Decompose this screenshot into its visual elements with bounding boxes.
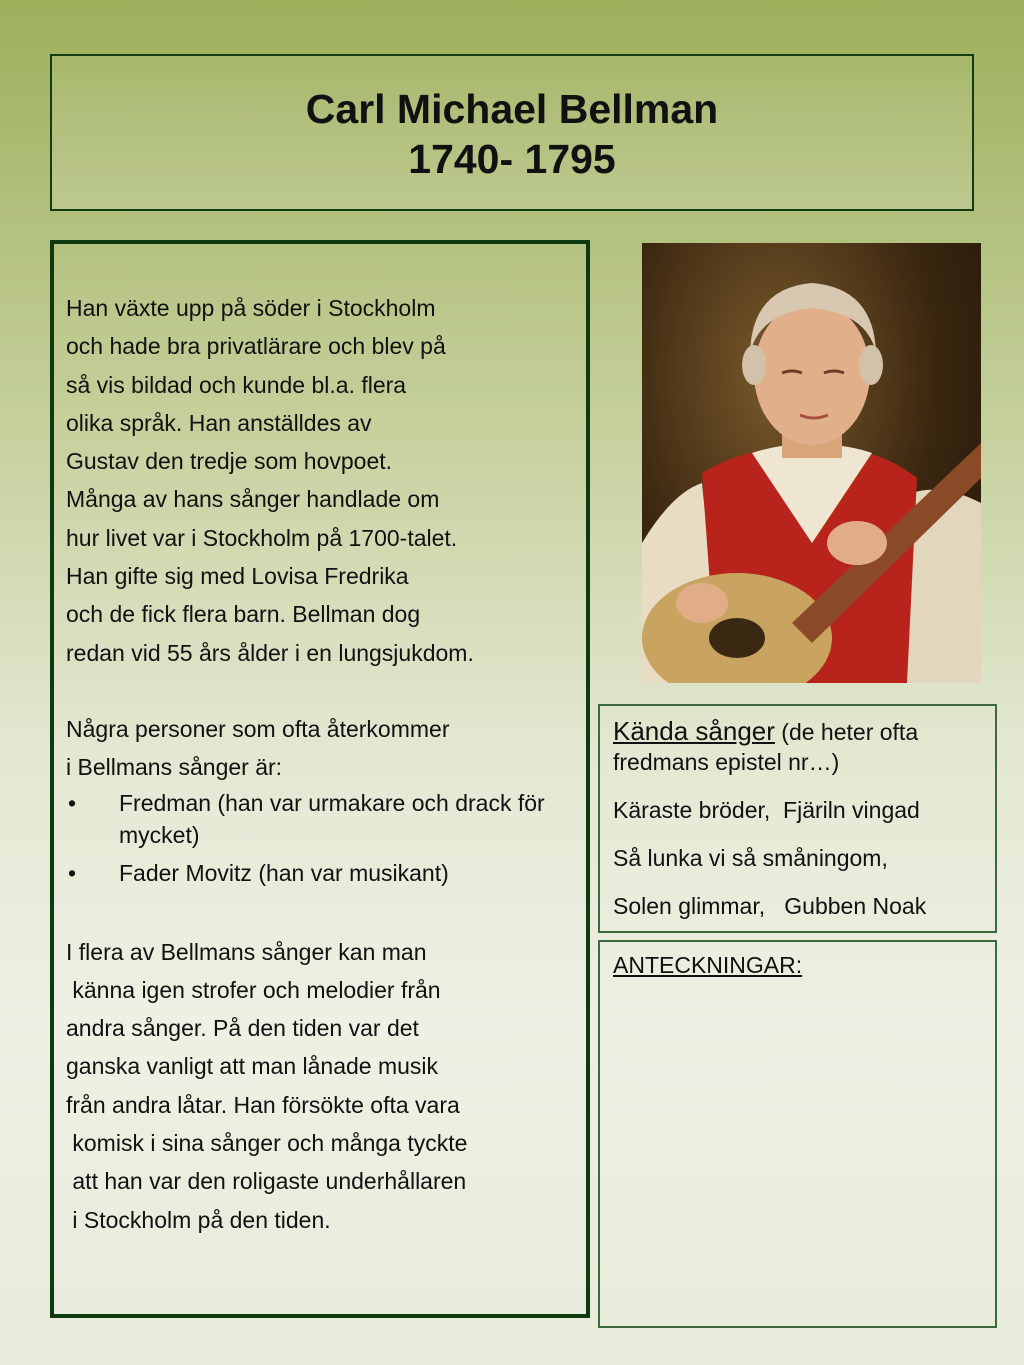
music-line: komisk i sina sånger och många tyckte xyxy=(66,1130,468,1157)
bio-line: Han gifte sig med Lovisa Fredrika xyxy=(66,563,409,590)
music-line: känna igen strofer och melodier från xyxy=(66,976,441,1003)
bio-line: och hade bra privatlärare och blev på xyxy=(66,333,446,360)
bio-line: Han växte upp på söder i Stockholm xyxy=(66,295,436,321)
bio-line: så vis bildad och kunde bl.a. flera xyxy=(66,371,407,398)
music-line: i Stockholm på den tiden. xyxy=(66,1206,331,1233)
page-title: Carl Michael Bellman xyxy=(305,86,719,132)
song-row: Käraste bröder, Fjäriln vingad xyxy=(613,797,920,823)
persons-intro-line: i Bellmans sånger är: xyxy=(66,754,283,781)
portrait-illustration xyxy=(642,243,981,683)
songs-heading-title: Kända sånger xyxy=(613,716,775,746)
music-line: andra sånger. På den tiden var det xyxy=(66,1015,419,1042)
music-line: från andra låtar. Han försökte ofta vara xyxy=(66,1091,460,1118)
persons-intro-line: Några personer som ofta återkommer xyxy=(66,715,450,742)
song-row: Så lunka vi så småningom, xyxy=(613,845,888,871)
list-item xyxy=(66,857,582,889)
bullet-marker: • xyxy=(68,789,77,816)
list-item-text: Fredman (han var urmakare och drack för mycket) xyxy=(119,789,545,848)
biography-text xyxy=(66,289,582,1239)
portrait-image xyxy=(642,243,981,683)
bullet-marker: • xyxy=(68,859,77,886)
music-line: I flera av Bellmans sånger kan man xyxy=(66,938,427,965)
notes-heading: ANTECKNINGAR: xyxy=(613,952,803,978)
songs-heading xyxy=(613,716,995,777)
bio-line: redan vid 55 års ålder i en lungsjukdom. xyxy=(66,639,474,666)
music-line: ganska vanligt att man lånade musik xyxy=(66,1053,439,1080)
song-row: Solen glimmar, Gubben Noak xyxy=(613,893,927,919)
bio-line: olika språk. Han anställdes av xyxy=(66,409,372,436)
famous-songs-box xyxy=(598,704,997,933)
list-item-text: Fader Movitz (han var musikant) xyxy=(119,859,449,886)
notes-box xyxy=(598,940,997,1328)
songs-heading-note: (de heter ofta fredmans epistel nr…) xyxy=(613,719,919,775)
bio-line: Många av hans sånger handlade om xyxy=(66,486,440,513)
biography-box xyxy=(50,240,590,1318)
page-subtitle-years: 1740- 1795 xyxy=(408,136,616,182)
music-line: att han var den roligaste underhållaren xyxy=(66,1168,467,1195)
title-box xyxy=(50,54,974,211)
list-item xyxy=(66,787,582,851)
bio-line: och de fick flera barn. Bellman dog xyxy=(66,601,421,628)
bio-line: Gustav den tredje som hovpoet. xyxy=(66,448,393,475)
bio-line: hur livet var i Stockholm på 1700-talet. xyxy=(66,524,458,551)
